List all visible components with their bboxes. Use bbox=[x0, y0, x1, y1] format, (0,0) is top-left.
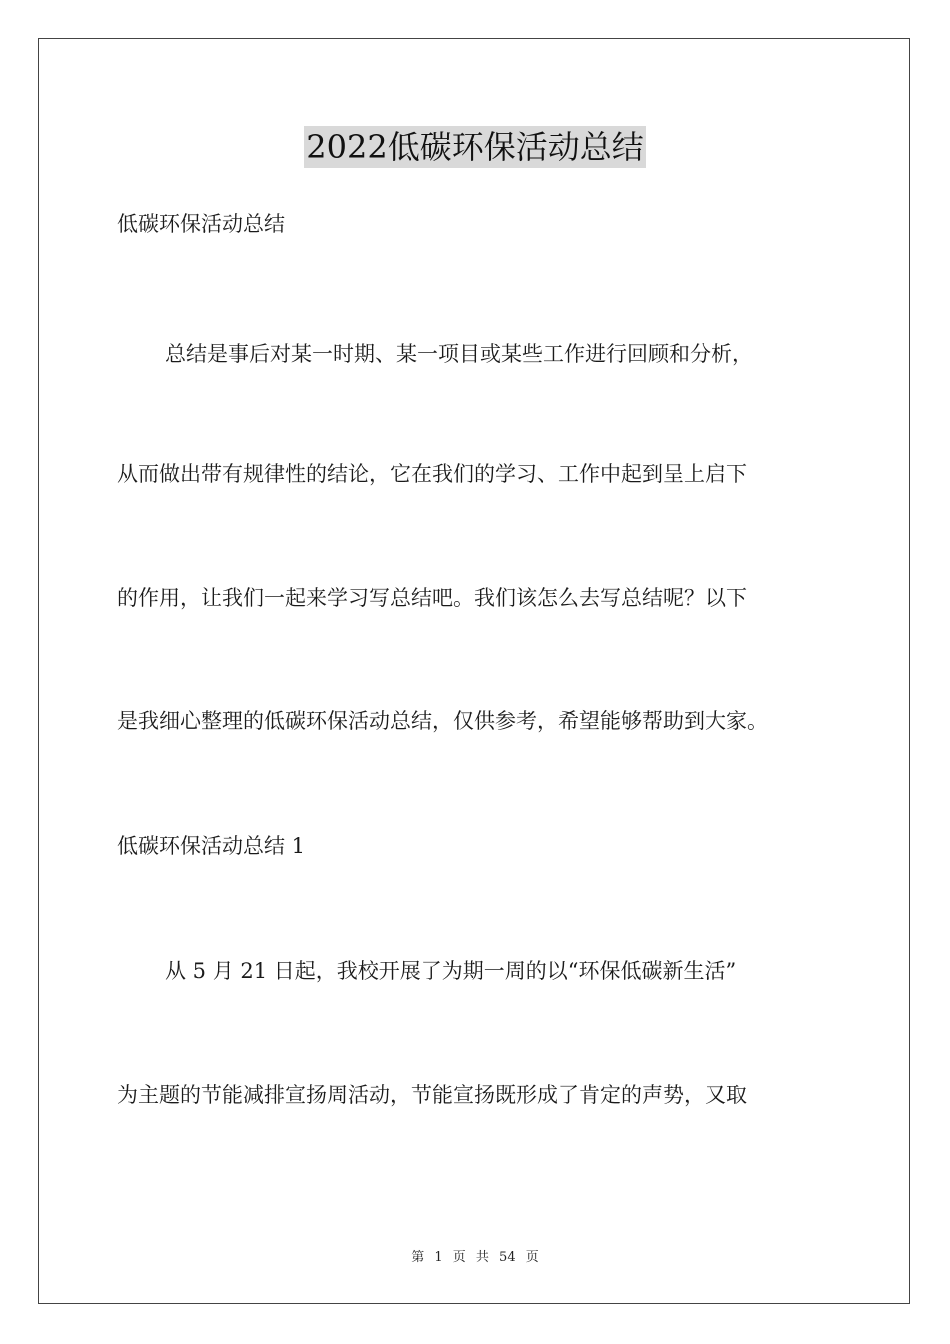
title-container bbox=[0, 126, 950, 168]
paragraph-line: 总结是事后对某一时期、某一项目或某些工作进行回顾和分析， bbox=[165, 342, 753, 366]
paragraph-line: 是我细心整理的低碳环保活动总结，仅供参考，希望能够帮助到大家。 bbox=[117, 709, 768, 733]
document-subtitle: 低碳环保活动总结 bbox=[117, 212, 285, 236]
page-footer: 第 1 页 共 54 页 bbox=[411, 1250, 539, 1265]
document-title: 2022低碳环保活动总结 bbox=[306, 128, 644, 166]
paragraph-line: 从而做出带有规律性的结论，它在我们的学习、工作中起到呈上启下 bbox=[117, 462, 747, 486]
paragraph-line: 为主题的节能减排宣扬周活动，节能宣扬既形成了肯定的声势，又取 bbox=[117, 1083, 747, 1107]
section-heading: 低碳环保活动总结 1 bbox=[117, 834, 306, 858]
paragraph-line: 的作用，让我们一起来学习写总结吧。我们该怎么去写总结呢？以下 bbox=[117, 586, 747, 610]
paragraph-line: 从 5 月 21 日起，我校开展了为期一周的以“环保低碳新生活” bbox=[165, 959, 737, 983]
